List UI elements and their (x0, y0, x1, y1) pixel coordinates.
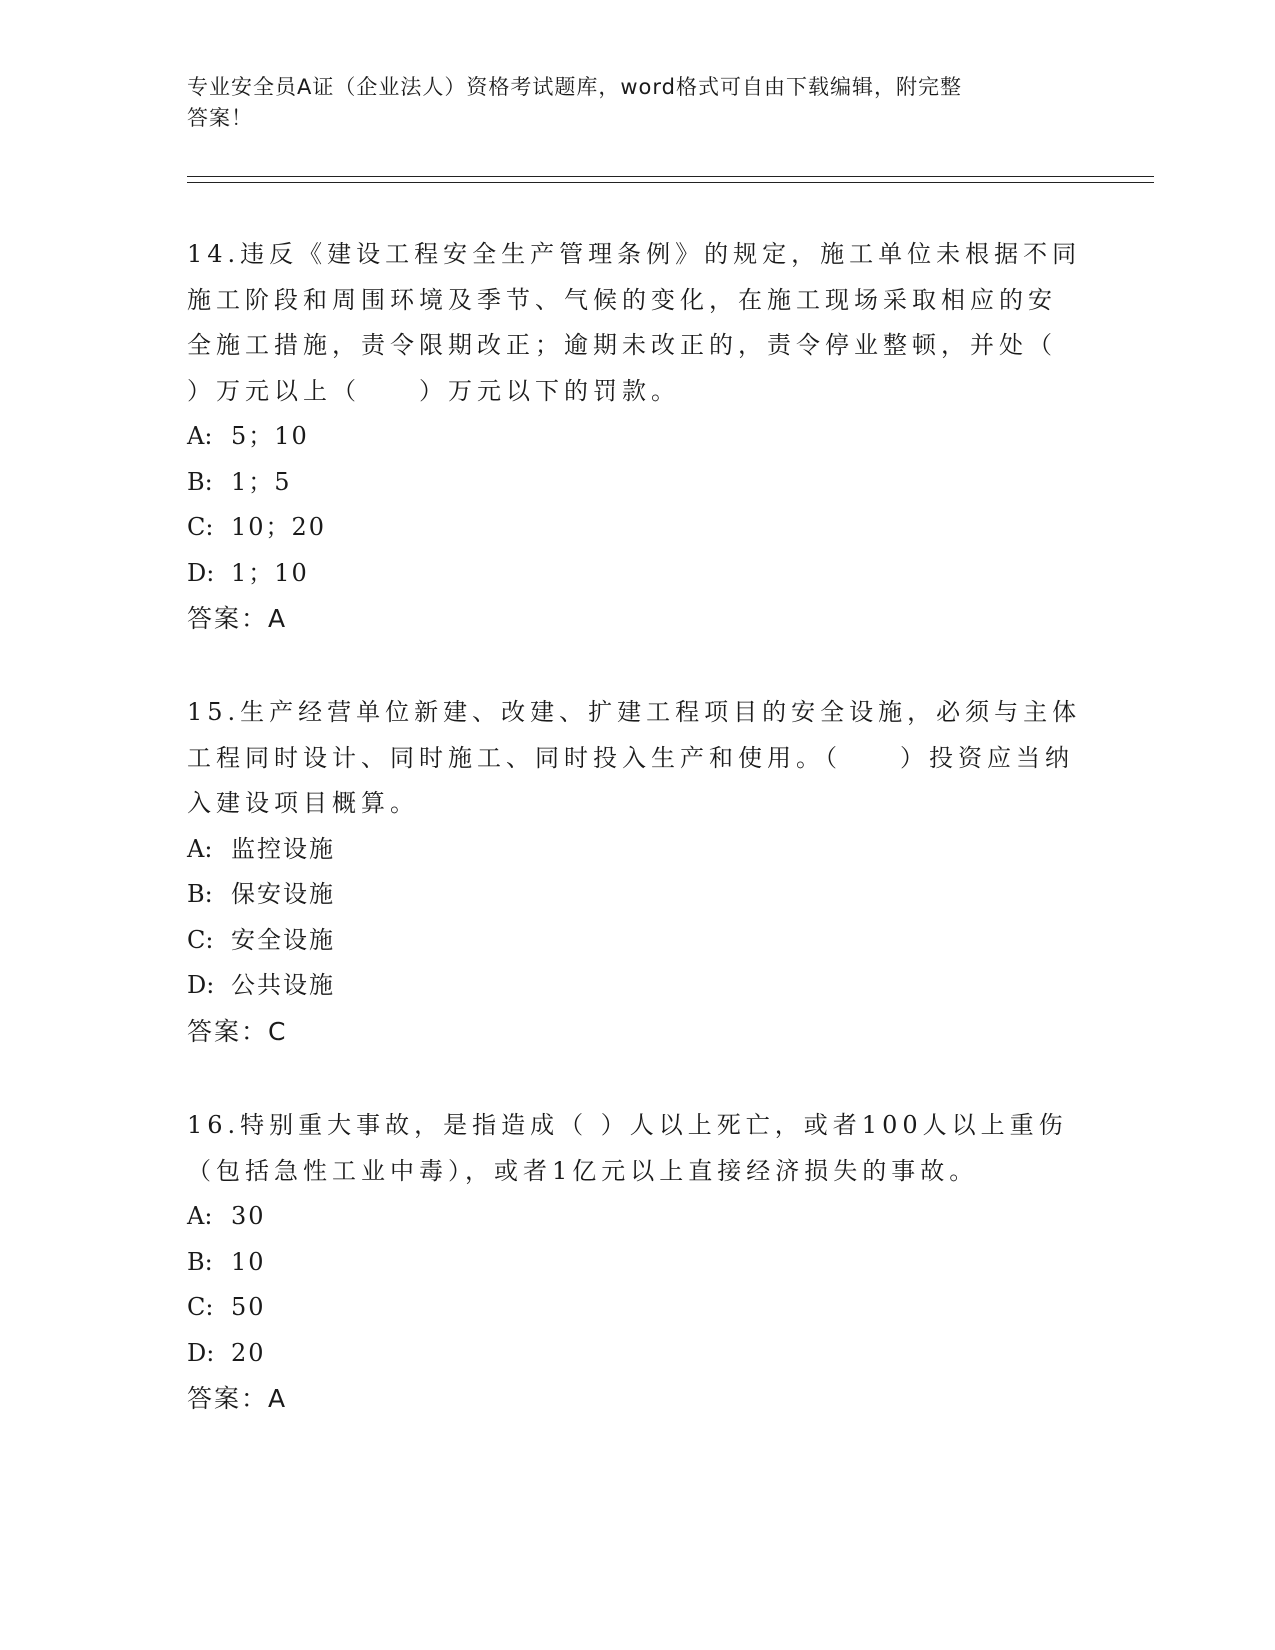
option-text: 监控设施 (231, 834, 335, 863)
option-key: D: (187, 558, 215, 587)
option-c (187, 918, 1087, 964)
question-15 (187, 690, 1087, 1054)
option-key: B: (187, 467, 213, 496)
header-text: 专业安全员A证（企业法人）资格考试题库，word格式可自由下载编辑，附完整 答案！ (187, 75, 962, 130)
question-16 (187, 1103, 1087, 1422)
option-a (187, 1194, 1087, 1240)
option-text: 50 (231, 1293, 266, 1321)
option-key: A: (187, 1202, 213, 1230)
option-a (187, 827, 1087, 873)
option-key: B: (187, 1247, 213, 1276)
option-key: D: (187, 1338, 215, 1367)
option-b (187, 1240, 1087, 1286)
option-text: 5；10 (231, 422, 309, 450)
option-text: 10；20 (231, 513, 327, 541)
question-14 (187, 232, 1087, 642)
option-text: 10 (231, 1247, 266, 1276)
option-text: 公共设施 (231, 971, 335, 999)
document-header (187, 72, 1087, 134)
option-d (187, 551, 1087, 597)
option-key: C: (187, 513, 214, 541)
question-stem: 14.违反《建设工程安全生产管理条例》的规定，施工单位未根据不同 施工阶段和周围环境及季节、气候的变化，在施工现场采取相应的安 全施工措施，责令限期改正；逾期未改正的，责令停业整顿，并处（ ）万元以上（ ）万元以下的罚款。 (187, 240, 1082, 405)
option-b (187, 872, 1087, 918)
option-d (187, 963, 1087, 1009)
option-key: B: (187, 880, 213, 908)
option-c (187, 1285, 1087, 1331)
option-b (187, 460, 1087, 506)
option-c (187, 505, 1087, 551)
header-divider-bottom (187, 182, 1154, 183)
option-key: D: (187, 971, 215, 999)
option-key: C: (187, 925, 214, 954)
answer-line: 答案：C (187, 1016, 288, 1046)
option-d (187, 1331, 1087, 1377)
option-text: 安全设施 (231, 925, 335, 954)
question-stem: 16.特别重大事故，是指造成（ ）人以上死亡，或者100人以上重伤 （包括急性工业中毒），或者1亿元以上直接经济损失的事故。 (187, 1111, 1068, 1185)
option-text: 30 (231, 1202, 266, 1230)
option-text: 保安设施 (231, 880, 335, 908)
answer-line: 答案：A (187, 1384, 288, 1413)
question-stem: 15.生产经营单位新建、改建、扩建工程项目的安全设施，必须与主体 工程同时设计、同时施工、同时投入生产和使用。（ ）投资应当纳 入建设项目概算。 (187, 698, 1082, 817)
option-key: C: (187, 1293, 214, 1321)
option-key: A: (187, 422, 213, 450)
option-text: 1；5 (231, 467, 292, 496)
answer-line: 答案：A (187, 604, 288, 633)
option-text: 1；10 (231, 558, 309, 587)
option-key: A: (187, 834, 213, 863)
option-text: 20 (231, 1338, 266, 1367)
header-divider-top (187, 176, 1154, 177)
option-a (187, 414, 1087, 460)
